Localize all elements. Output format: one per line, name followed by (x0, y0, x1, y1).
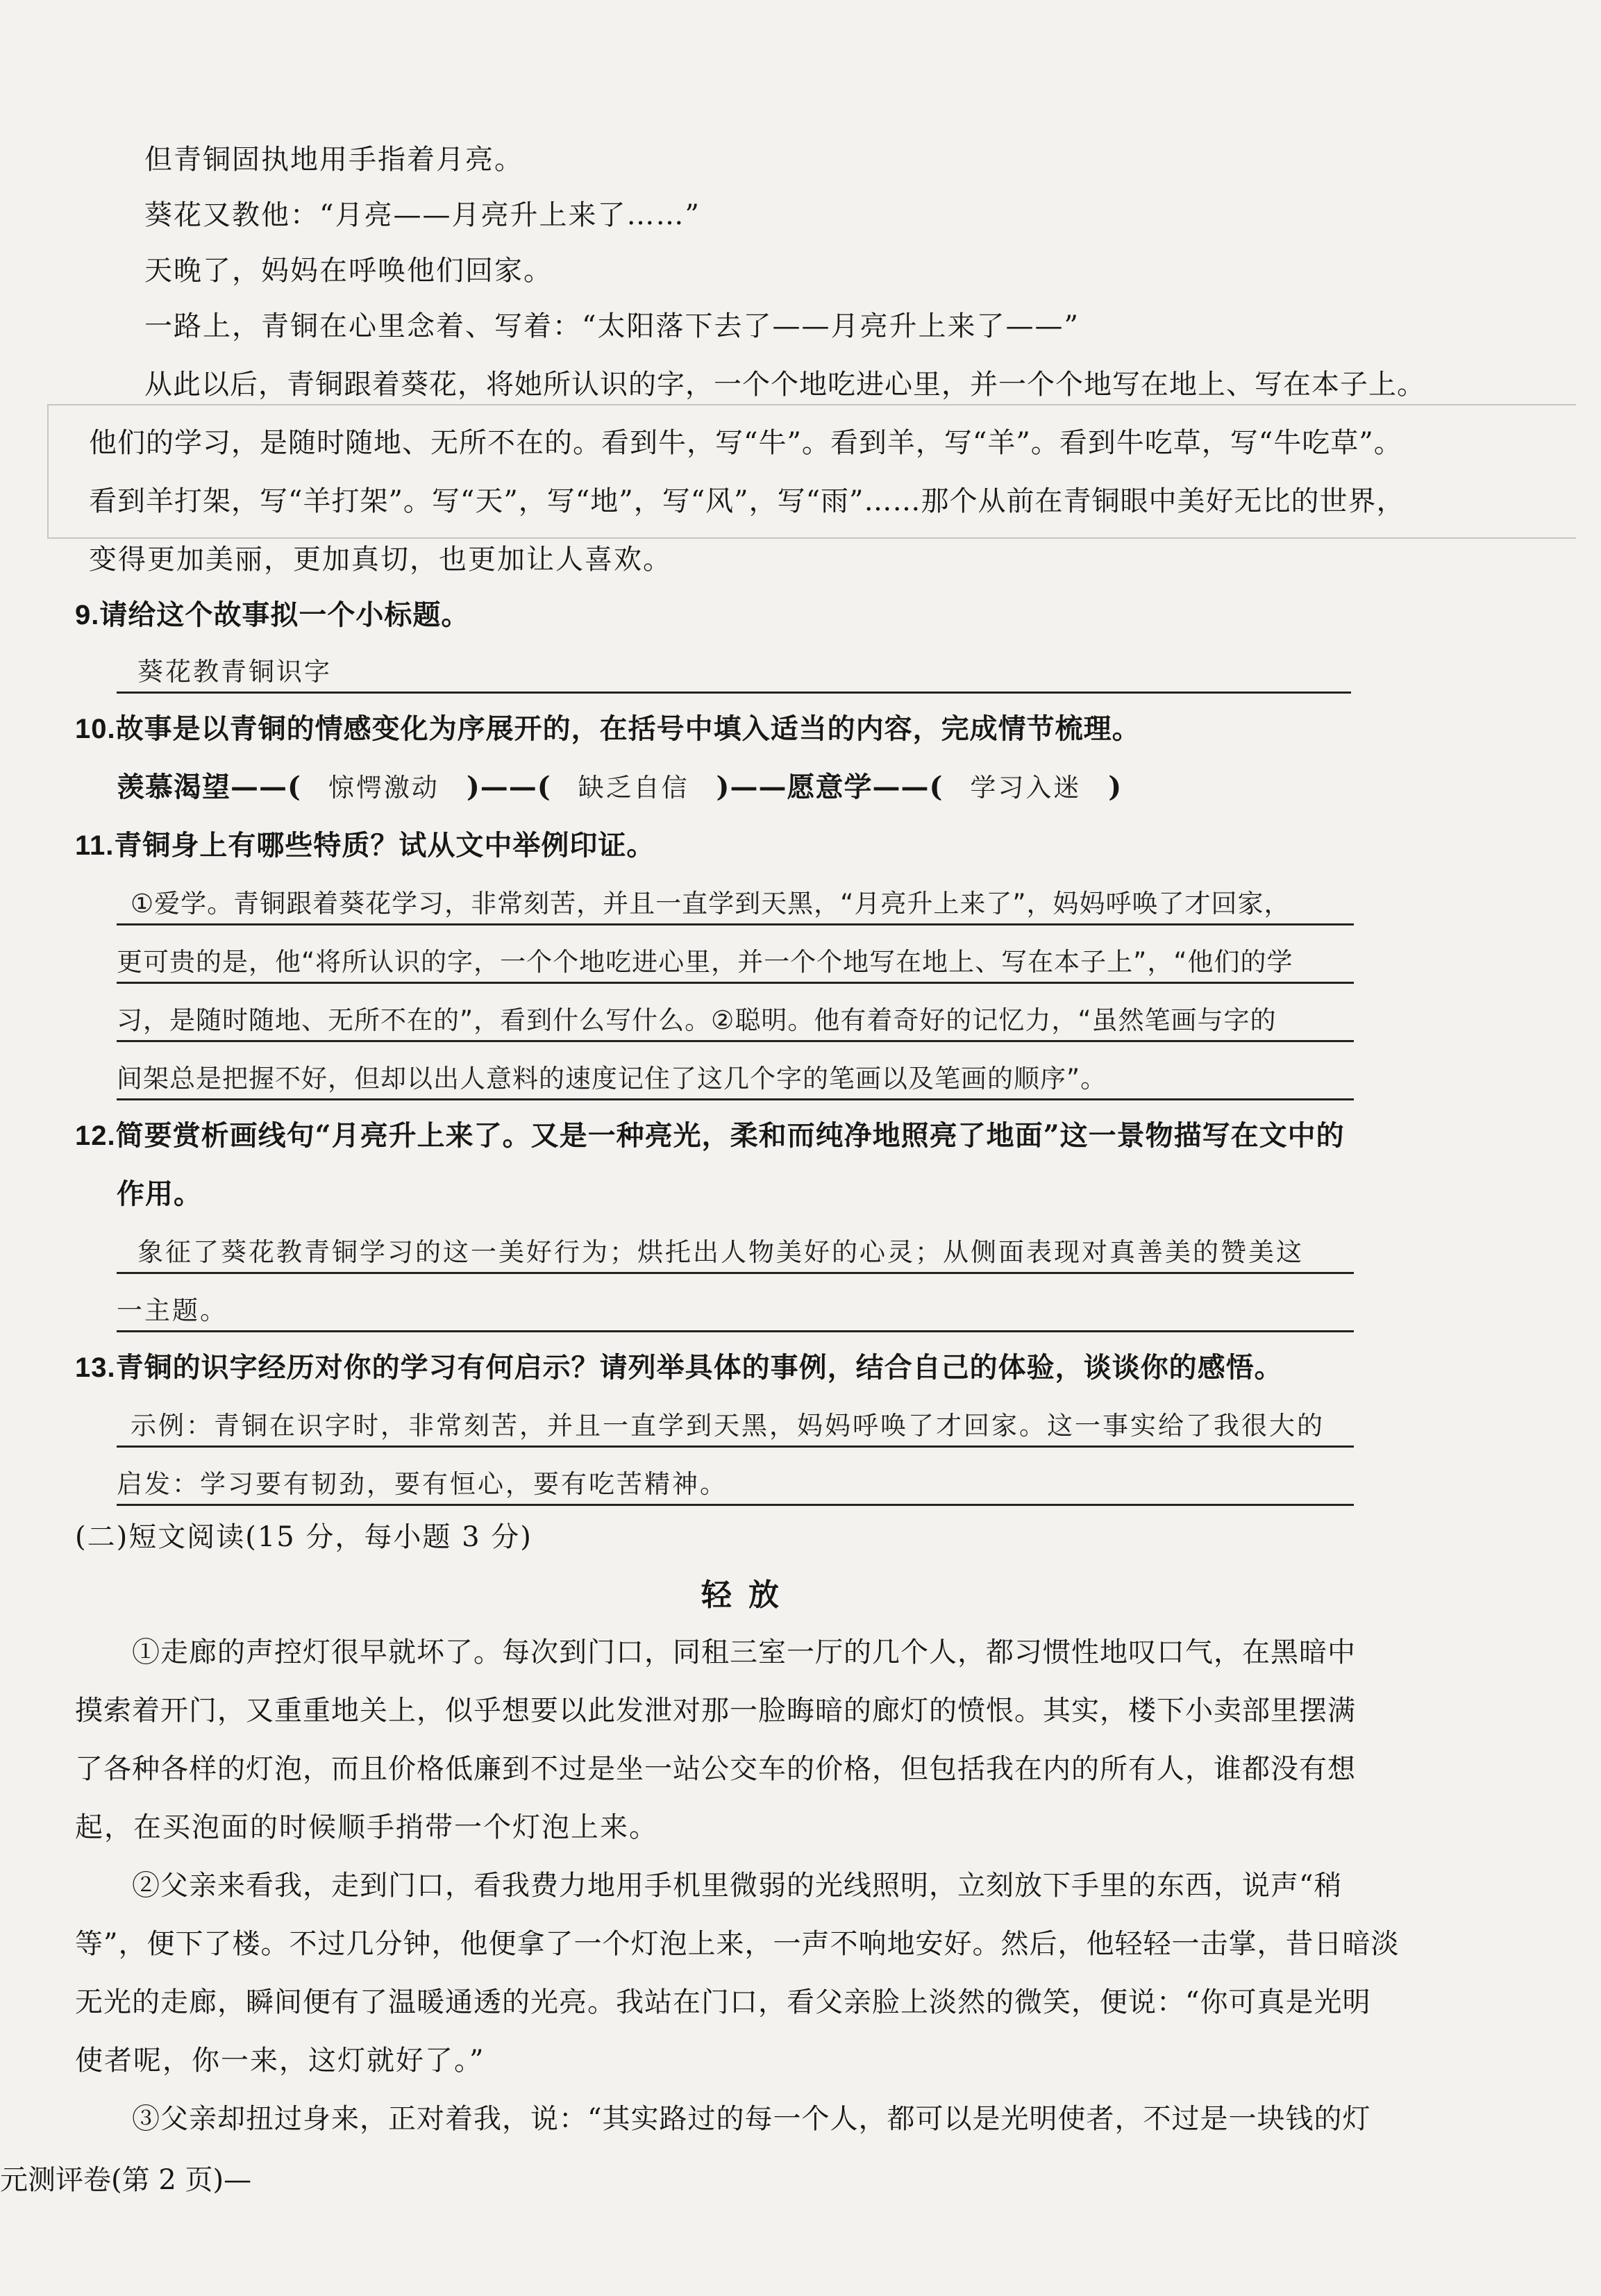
answer-underline (117, 1040, 1354, 1042)
article-line-6: 等”，便下了楼。不过几分钟，他便拿了一个灯泡上来，一声不响地安好。然后，他轻轻一击掌，昔日暗淡 (75, 1928, 1400, 1960)
answer-underline (117, 923, 1354, 925)
question-12 (75, 1116, 1345, 1155)
question-number: 12. (75, 1121, 116, 1151)
story-line-1: 但青铜固执地用手指着月亮。 (144, 144, 523, 176)
page-footer: 元测评卷(第 2 页)— (0, 2164, 252, 2196)
question-number: 13. (75, 1352, 116, 1383)
article-line-5: ②父亲来看我，走到门口，看我费力地用手机里微弱的光线照明，立刻放下手里的东西，说声“稍 (132, 1870, 1343, 1902)
answer-underline (117, 1446, 1354, 1448)
answer-9: 葵花教青铜识字 (137, 657, 332, 687)
story-line-4: 一路上，青铜在心里念着、写着：“太阳落下去了——月亮升上来了——” (144, 310, 1080, 342)
plot-fill-2: 缺乏自信 (578, 773, 689, 803)
article-line-7: 无光的走廊，瞬间便有了温暖通透的光亮。我站在门口，看父亲脸上淡然的微笑，便说：“你可真是光明 (75, 1986, 1371, 2018)
answer-underline (117, 1330, 1354, 1332)
answer-11-line-1: ①爱学。青铜跟着葵花学习，非常刻苦，并且一直学到天黑，“月亮升上来了”，妈妈呼唤了才回家， (131, 889, 1291, 919)
plot-outline (117, 768, 1122, 807)
plot-fill-3: 学习入迷 (970, 773, 1082, 803)
plot-seg-1: 羡慕渴望——( (117, 771, 301, 803)
story-line-6: 他们的学习，是随时随地、无所不在的。看到牛，写“牛”。看到羊，写“羊”。看到牛吃草，写“牛吃草”。 (89, 427, 1402, 459)
question-number: 11. (75, 830, 115, 861)
story-line-7: 看到羊打架，写“羊打架”。写“天”，写“地”，写“风”，写“雨”……那个从前在青铜眼中美好无比的世界， (89, 485, 1405, 517)
answer-13-line-1: 示例：青铜在识字时，非常刻苦，并且一直学到天黑，妈妈呼唤了才回家。这一事实给了我很大的 (131, 1411, 1325, 1441)
question-11 (75, 826, 655, 865)
question-text: 青铜的识字经历对你的学习有何启示？请列举具体的事例，结合自己的体验，谈谈你的感悟。 (115, 1351, 1283, 1384)
answer-11-line-4: 间架总是把握不好，但却以出人意料的速度记住了这几个字的笔画以及笔画的顺序”。 (117, 1064, 1107, 1093)
answer-12-line-2: 一主题。 (117, 1296, 228, 1325)
answer-11-line-3: 习，是随时随地、无所不在的”，看到什么写什么。②聪明。他有着奇好的记忆力，“虽然笔画与字的 (117, 1005, 1277, 1035)
article-line-3: 了各种各样的灯泡，而且价格低廉到不过是坐一站公交车的价格，但包括我在内的所有人，谁都没有想 (75, 1753, 1356, 1785)
article-line-8: 使者呢，你一来，这灯就好了。” (75, 2045, 485, 2077)
article-line-2: 摸索着开门，又重重地关上，似乎想要以此发泄对那一脸晦暗的廊灯的愤恨。其实，楼下小卖部里摆满 (75, 1695, 1356, 1727)
question-13 (75, 1348, 1283, 1387)
article-line-9: ③父亲却扭过身来，正对着我，说：“其实路过的每一个人，都可以是光明使者，不过是一块钱的灯 (132, 2103, 1371, 2135)
article-line-1: ①走廊的声控灯很早就坏了。每次到门口，同租三室一厅的几个人，都习惯性地叹口气，在黑暗中 (132, 1636, 1356, 1668)
answer-13-line-2: 启发：学习要有韧劲，要有恒心，要有吃苦精神。 (117, 1469, 728, 1499)
question-10 (75, 710, 1141, 748)
answer-underline (117, 1272, 1354, 1274)
question-text: 请给这个故事拟一个小标题。 (99, 598, 470, 631)
answer-underline (117, 982, 1354, 984)
question-text: 青铜身上有哪些特质？试从文中举例印证。 (114, 829, 655, 862)
answer-underline (117, 1098, 1354, 1100)
plot-fill-1: 惊愕激动 (328, 773, 439, 803)
story-line-3: 天晚了，妈妈在呼唤他们回家。 (144, 255, 553, 287)
question-number: 10. (75, 714, 116, 744)
story-line-5: 从此以后，青铜跟着葵花，将她所认识的字，一个个地吃进心里，并一个个地写在地上、写在本子上。 (144, 369, 1425, 401)
question-number: 9. (75, 600, 100, 630)
article-line-4: 起，在买泡面的时候顺手捎带一个灯泡上来。 (75, 1811, 658, 1843)
plot-seg-2: )——( (466, 771, 551, 803)
answer-12-line-1: 象征了葵花教青铜学习的这一美好行为；烘托出人物美好的心灵；从侧面表现对真善美的赞美这 (137, 1237, 1304, 1267)
plot-seg-4: ) (1108, 771, 1123, 803)
question-9 (75, 596, 469, 635)
answer-11-line-2: 更可贵的是，他“将所认识的字，一个个地吃进心里，并一个个地写在地上、写在本子上”，“他们的学 (117, 947, 1293, 977)
answer-underline (117, 1504, 1354, 1506)
article-title: 轻放 (701, 1577, 796, 1613)
question-text: 简要赏析画线句“月亮升上来了。又是一种亮光，柔和而纯净地照亮了地面”这一景物描写在文中的 (115, 1119, 1345, 1152)
question-12-cont: 作用。 (117, 1178, 202, 1210)
section-heading: (二)短文阅读(15 分，每小题 3 分) (75, 1521, 533, 1553)
question-text: 故事是以青铜的情感变化为序展开的，在括号中填入适当的内容，完成情节梳理。 (115, 712, 1141, 745)
answer-underline (117, 692, 1351, 694)
story-line-8: 变得更加美丽，更加真切，也更加让人喜欢。 (89, 544, 672, 576)
plot-seg-3: )——愿意学——( (716, 771, 944, 803)
story-line-2: 葵花又教他：“月亮——月亮升上来了……” (144, 199, 701, 231)
